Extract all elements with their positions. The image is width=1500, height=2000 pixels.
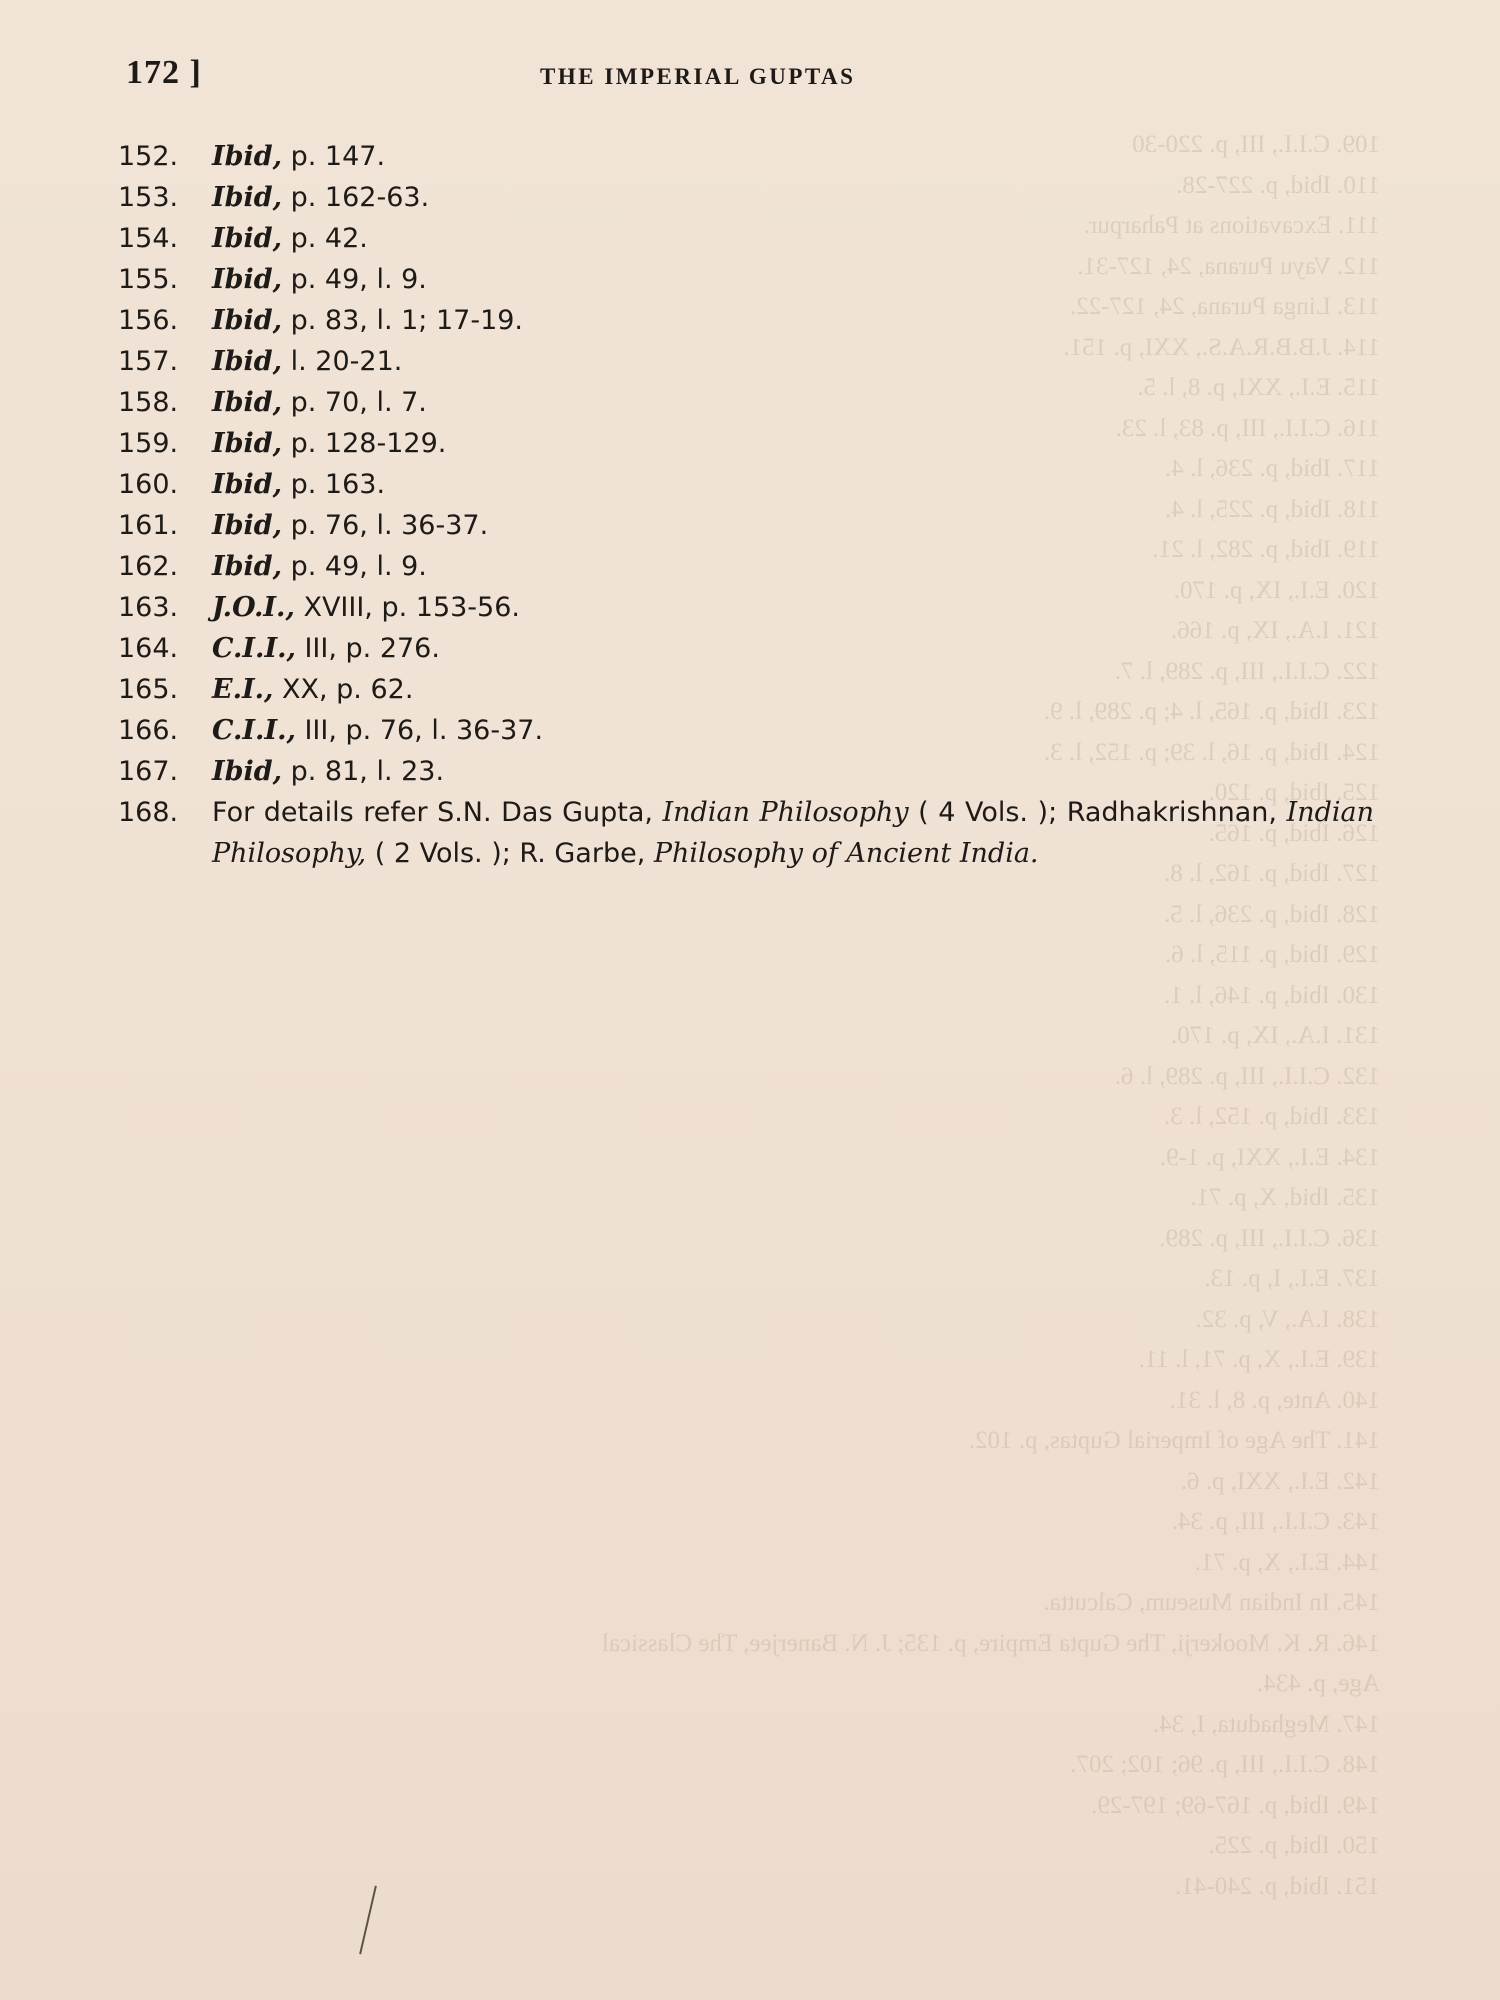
bleed-through-line: 116. C.I.I., III, p. 83, l. 23. — [1115, 414, 1380, 442]
endnote-text — [212, 710, 1388, 751]
endnote-text — [212, 423, 1388, 464]
endnote-source: Ibid, — [212, 756, 283, 787]
bleed-through-line: 110. Ibid, p. 227-28. — [1176, 171, 1380, 199]
endnote-number: 155. — [118, 264, 179, 295]
endnote-source: J.O.I., — [212, 592, 295, 623]
bleed-through-line: 145. In Indian Museum, Calcutta. — [1043, 1589, 1380, 1616]
bleed-through-line: 141. The Age of Imperial Guptas, p. 102. — [968, 1427, 1380, 1454]
endnote-source: Ibid, — [212, 510, 283, 541]
endnote — [118, 546, 1388, 587]
bleed-through-line: 119. Ibid, p. 282, l. 21. — [1152, 536, 1380, 563]
endnote-number: 160. — [118, 469, 179, 500]
bleed-through-line: 148. C.I.I., III, p. 96; 102; 207. — [1070, 1751, 1380, 1778]
endnote — [118, 751, 1388, 792]
endnote-book-title: Philosophy of Ancient India. — [653, 838, 1039, 869]
endnote-locator: p. 162-63. — [282, 182, 430, 213]
bleed-through-line: 136. C.I.I., III, p. 289. — [1159, 1224, 1380, 1252]
bleed-through-line: 123. Ibid, p. 165, l. 4; p. 289, l. 9. — [1043, 698, 1380, 725]
endnote-number: 165. — [118, 674, 179, 705]
endnote-locator: p. 70, l. 7. — [282, 387, 427, 418]
bleed-through-line: 113. Linga Purana, 24, 127-22. — [1069, 293, 1380, 320]
endnote-number: 154. — [118, 223, 179, 254]
endnote — [118, 792, 1388, 874]
bleed-through-line: 130. Ibid, p. 146, l. 1. — [1164, 981, 1380, 1009]
endnote-locator: p. 81, l. 23. — [282, 756, 445, 787]
endnote-locator: III, p. 276. — [295, 633, 440, 664]
endnote-locator: XVIII, p. 153-56. — [294, 592, 520, 623]
endnote-source: Ibid, — [212, 223, 283, 254]
endnote-number: 166. — [118, 715, 179, 746]
endnote-text — [212, 341, 1388, 382]
endnote — [118, 300, 1388, 341]
bleed-through-line: 131. I.A., IX, p. 170. — [1170, 1022, 1380, 1049]
bleed-through-line: 134. E.I., XXI, p. 1-9. — [1159, 1143, 1380, 1171]
page-header — [126, 54, 1376, 104]
bleed-through-line: 137. E.I., I, p. 13. — [1204, 1265, 1380, 1292]
endnote-segment: ( 2 Vols. ); R. Garbe, — [366, 838, 654, 869]
endnote-number: 161. — [118, 510, 179, 541]
endnote-number: 157. — [118, 346, 179, 377]
endnote — [118, 218, 1388, 259]
endnote — [118, 464, 1388, 505]
bleed-through-line: 122. C.I.I., III, p. 289, l. 7. — [1114, 657, 1380, 685]
endnote-text — [212, 505, 1388, 546]
endnote-number: 163. — [118, 592, 179, 623]
bleed-through-line: 138. I.A., V, p. 32. — [1195, 1305, 1380, 1333]
endnote-source: Ibid, — [212, 428, 283, 459]
bleed-through-line: 151. Ibid, p. 240-41. — [1175, 1872, 1380, 1900]
bleed-through-line: 117. Ibid, p. 236, l. 4. — [1164, 455, 1380, 482]
endnote-source: Ibid, — [212, 551, 283, 582]
endnote-source: E.I., — [212, 674, 274, 705]
bleed-through-line: 111. Excavations at Paharpur. — [1084, 212, 1380, 239]
endnote-number: 167. — [118, 756, 179, 787]
bleed-through-line: 132. C.I.I., III, p. 289, l. 6. — [1114, 1062, 1380, 1090]
endnote-locator: p. 83, l. 1; 17-19. — [282, 305, 524, 336]
bleed-through-line: 129. Ibid, p. 115, l. 6. — [1164, 941, 1380, 968]
endnote — [118, 259, 1388, 300]
endnote-book-title: Indian Philosophy, — [212, 797, 1374, 869]
bleed-through-line: 115. E.I., XXI, p. 8, l. 5. — [1137, 374, 1380, 401]
endnote-locator: p. 147. — [282, 141, 386, 172]
endnote-text — [212, 136, 1388, 177]
endnote-source: Ibid, — [212, 141, 283, 172]
endnote — [118, 505, 1388, 546]
endnote-text — [212, 669, 1388, 710]
endnotes-list — [118, 136, 1388, 874]
bleed-through-line: 121. I.A., IX, p. 166. — [1170, 617, 1380, 644]
endnote-source: C.I.I., — [212, 715, 296, 746]
bleed-through-line: 124. Ibid, p. 16, l. 39; p. 152, l. 3. — [1043, 738, 1380, 766]
endnote-number: 159. — [118, 428, 179, 459]
endnote — [118, 341, 1388, 382]
bleed-through-line: 144. E.I., X, p. 71. — [1194, 1548, 1380, 1576]
endnote-text — [212, 382, 1388, 423]
page-number: 172 ] — [126, 54, 202, 91]
bleed-through-line: 146. R. K. Mookerji, The Gupta Empire, p. 135; J. N. Banerjee, The Classical — [601, 1629, 1380, 1657]
endnote-locator: p. 49, l. 9. — [282, 551, 427, 582]
endnote-text — [212, 628, 1388, 669]
endnote-locator: XX, p. 62. — [273, 674, 414, 705]
endnote — [118, 423, 1388, 464]
bleed-through-line: 120. E.I., IX, p. 170. — [1173, 576, 1380, 604]
bleed-through-line: Age, p. 434. — [1257, 1670, 1380, 1697]
endnote-text — [212, 218, 1388, 259]
bleed-through-line: 114. J.B.B.R.A.S., XXI, p. 151. — [1063, 333, 1380, 361]
endnote-locator: p. 163. — [282, 469, 386, 500]
bleed-through-line: 127. Ibid, p. 162, l. 8. — [1164, 860, 1380, 887]
endnote-text — [212, 751, 1388, 792]
endnote-source: Ibid, — [212, 346, 283, 377]
endnote-locator: l. 20-21. — [282, 346, 403, 377]
endnote-source: Ibid, — [212, 387, 283, 418]
endnote — [118, 669, 1388, 710]
endnote-source: Ibid, — [212, 305, 283, 336]
endnote-locator: p. 49, l. 9. — [282, 264, 427, 295]
endnote-source: Ibid, — [212, 264, 283, 295]
endnote-segment: ( 4 Vols. ); Radhakrishnan, — [908, 797, 1287, 828]
bleed-through-line: 143. C.I.I., III, p. 34. — [1171, 1508, 1380, 1535]
endnote-locator: p. 42. — [282, 223, 368, 254]
endnote-book-title: Indian Philosophy — [662, 797, 909, 828]
bleed-through-line: 126. Ibid, p. 165. — [1208, 819, 1380, 847]
endnote-number: 168. — [118, 797, 179, 828]
endnote — [118, 136, 1388, 177]
endnote-number: 153. — [118, 182, 179, 213]
endnote-text — [212, 464, 1388, 505]
bleed-through-line: 112. Vayu Purana, 24, 127-31. — [1077, 252, 1380, 280]
endnote-segment: For details refer S.N. Das Gupta, — [212, 797, 663, 828]
bleed-through-line: 142. E.I., XXI, p. 6. — [1180, 1467, 1380, 1495]
endnote-source: Ibid, — [212, 182, 283, 213]
bleed-through-line: 128. Ibid, p. 236, l. 5. — [1164, 900, 1380, 928]
endnote-locator: p. 128-129. — [282, 428, 447, 459]
bleed-through-line: 139. E.I., X, p. 71, l. 11. — [1138, 1346, 1380, 1373]
endnote — [118, 382, 1388, 423]
endnote-text — [212, 300, 1388, 341]
bleed-through-line: 147. Meghaduta, I, 34. — [1152, 1710, 1380, 1738]
bleed-through-line: 133. Ibid, p. 152, l. 3. — [1164, 1103, 1380, 1130]
bleed-through-line: 109. C.I.I., III, p. 220-30 — [1132, 131, 1380, 158]
bleed-through-line: 149. Ibid, p. 167-69; 197-29. — [1091, 1791, 1380, 1819]
endnote-text — [212, 177, 1388, 218]
endnote — [118, 628, 1388, 669]
endnote-text — [212, 546, 1388, 587]
endnote-source: Ibid, — [212, 469, 283, 500]
endnote-number: 158. — [118, 387, 179, 418]
endnote-number: 164. — [118, 633, 179, 664]
endnote-locator: III, p. 76, l. 36-37. — [295, 715, 544, 746]
bleed-through-line: 150. Ibid, p. 225. — [1208, 1832, 1380, 1859]
bleed-through-line: 135. Ibid, X, p. 71. — [1190, 1184, 1380, 1211]
running-title: THE IMPERIAL GUPTAS — [540, 64, 856, 89]
bleed-through-line: 140. Ante, p. 8, l. 31. — [1169, 1386, 1380, 1414]
endnote — [118, 177, 1388, 218]
endnote-source: C.I.I., — [212, 633, 296, 664]
endnote-number: 162. — [118, 551, 179, 582]
bleed-through-line: 125. Ibid, p. 120. — [1208, 779, 1380, 806]
endnote-text — [212, 259, 1388, 300]
endnote — [118, 587, 1388, 628]
endnote-number: 152. — [118, 141, 179, 172]
endnote-text — [212, 587, 1388, 628]
endnote-text — [212, 792, 1388, 874]
bleed-through-line: 118. Ibid, p. 225, l. 4. — [1164, 495, 1380, 523]
endnote — [118, 710, 1388, 751]
endnote-number: 156. — [118, 305, 179, 336]
pencil-mark — [359, 1886, 377, 1955]
endnote-locator: p. 76, l. 36-37. — [282, 510, 489, 541]
